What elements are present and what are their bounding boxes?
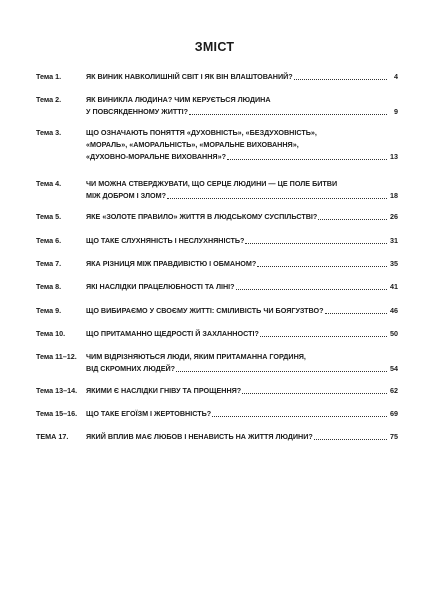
- page-number: 9: [394, 107, 398, 116]
- toc-entry-title: [86, 211, 398, 223]
- toc-entry-label: Тема 3.: [36, 128, 62, 137]
- dot-leader: [176, 371, 387, 372]
- toc-entry-line-text: ВІД СКРОМНИХ ЛЮДЕЙ?: [86, 364, 176, 373]
- toc-entry-label: Тема 15–16.: [36, 409, 78, 418]
- dot-leader: [212, 416, 387, 417]
- dot-leader: [318, 219, 387, 220]
- toc-entry-label: Тема 13–14.: [36, 386, 78, 395]
- dot-leader: [260, 336, 387, 337]
- dot-leader: [314, 439, 387, 440]
- toc-entry-label: Тема 5.: [36, 212, 62, 221]
- page-title: ЗМІСТ: [194, 40, 235, 54]
- toc-entry-label: Тема 2.: [36, 95, 62, 104]
- toc-entry-line-text: ЯКИЙ ВПЛИВ МАЄ ЛЮБОВ І НЕНАВИСТЬ НА ЖИТТЯ ЛЮДИНИ?: [86, 432, 313, 441]
- page-number: 46: [390, 306, 398, 315]
- toc-entry-title: [86, 328, 398, 340]
- page-number: 4: [394, 72, 398, 81]
- toc-entry-title: [86, 351, 398, 375]
- toc-entry-line-text: ЯКІ НАСЛІДКИ ПРАЦЕЛЮБНОСТІ ТА ЛІНІ?: [86, 282, 235, 291]
- toc-entry-line: [86, 351, 398, 363]
- toc-entry-label: Тема 4.: [36, 179, 62, 188]
- toc-entry-line: [86, 190, 398, 202]
- toc-entry-label: Тема 10.: [36, 329, 66, 338]
- toc-entry-title: [86, 281, 398, 293]
- dot-leader: [257, 266, 387, 267]
- toc-entry-line-text: ЩО ТАКЕ СЛУХНЯНІСТЬ І НЕСЛУХНЯНІСТЬ?: [86, 236, 245, 245]
- toc-entry-line: [86, 305, 398, 317]
- toc-entry-line: [86, 211, 398, 223]
- toc-entry-line-text: ЯК ВИНИКЛА ЛЮДИНА? ЧИМ КЕРУЄТЬСЯ ЛЮДИНА: [86, 95, 271, 104]
- dot-leader: [236, 289, 387, 290]
- toc-entry-title: [86, 178, 398, 202]
- page-number: 62: [390, 386, 398, 395]
- toc-entry-title: [86, 305, 398, 317]
- page-number: 50: [390, 329, 398, 338]
- toc-entry-title: [86, 408, 398, 420]
- toc-entry-title: [86, 385, 398, 397]
- dot-leader: [189, 114, 387, 115]
- toc-entry-line-text: МІЖ ДОБРОМ І ЗЛОМ?: [86, 191, 166, 200]
- page-number: 69: [390, 409, 398, 418]
- toc-entry-label: ТЕМА 17.: [36, 432, 69, 441]
- toc-entry-line-text: ЩО ВИБИРАЄМО У СВОЄМУ ЖИТТІ: СМІЛИВІСТЬ ЧИ БОЯГУЗТВО?: [86, 306, 324, 315]
- page-number: 35: [390, 259, 398, 268]
- toc-entry-line-text: ЯК ВИНИК НАВКОЛИШНІЙ СВІТ І ЯК ВІН ВЛАШТОВАНИЙ?: [86, 72, 293, 81]
- page-number: 54: [390, 364, 398, 373]
- toc-entry-line-text: ЧИ МОЖНА СТВЕРДЖУВАТИ, ЩО СЕРЦЕ ЛЮДИНИ — ЦЕ ПОЛЕ БИТВИ: [86, 179, 338, 188]
- toc-entry-line: [86, 363, 398, 375]
- toc-entry-line: [86, 431, 398, 443]
- dot-leader: [245, 243, 387, 244]
- toc-entry-title: [86, 71, 398, 83]
- toc-entry-line: [86, 258, 398, 270]
- page-number: 18: [390, 191, 398, 200]
- toc-entry-line-text: ЯКА РІЗНИЦЯ МІЖ ПРАВДИВІСТЮ І ОБМАНОМ?: [86, 259, 257, 268]
- toc-entry-label: Тема 8.: [36, 282, 62, 291]
- toc-entry-label: Тема 6.: [36, 236, 62, 245]
- dot-leader: [167, 198, 387, 199]
- toc-entry-line: [86, 127, 398, 139]
- dot-leader: [242, 393, 387, 394]
- dot-leader: [294, 79, 387, 80]
- toc-entry-line: [86, 71, 398, 83]
- dot-leader: [227, 159, 387, 160]
- toc-entry-line: [86, 139, 398, 151]
- toc-entry-line: [86, 281, 398, 293]
- page-number: 75: [390, 432, 398, 441]
- toc-entry-line: [86, 408, 398, 420]
- toc-entry-line-text: «МОРАЛЬ», «АМОРАЛЬНІСТЬ», «МОРАЛЬНЕ ВИХОВАННЯ»,: [86, 140, 299, 149]
- toc-entry-label: Тема 7.: [36, 259, 62, 268]
- page-number: 31: [390, 236, 398, 245]
- toc-entry-title: [86, 127, 398, 163]
- page-number: 41: [390, 282, 398, 291]
- toc-entry-line-text: ЩО ПРИТАМАННО ЩЕДРОСТІ Й ЗАХЛАННОСТІ?: [86, 329, 259, 338]
- toc-entry-line: [86, 94, 398, 106]
- toc-entry-line-text: ЧИМ ВІДРІЗНЯЮТЬСЯ ЛЮДИ, ЯКИМ ПРИТАМАННА ГОРДИНЯ,: [86, 352, 306, 361]
- toc-entry-title: [86, 235, 398, 247]
- page-number: 13: [390, 152, 398, 161]
- dot-leader: [325, 313, 387, 314]
- toc-entry-label: Тема 9.: [36, 306, 62, 315]
- toc-entry-line-text: ЯКЕ «ЗОЛОТЕ ПРАВИЛО» ЖИТТЯ В ЛЮДСЬКОМУ СУСПІЛЬСТВІ?: [86, 212, 318, 221]
- toc-entry-line-text: ЯКИМИ Є НАСЛІДКИ ГНІВУ ТА ПРОЩЕННЯ?: [86, 386, 242, 395]
- toc-entry-line: [86, 151, 398, 163]
- toc-entry-line: [86, 328, 398, 340]
- toc-entry-title: [86, 94, 398, 118]
- toc-entry-line-text: ЩО ОЗНАЧАЮТЬ ПОНЯТТЯ «ДУХОВНІСТЬ», «БЕЗДУХОВНІСТЬ»,: [86, 128, 317, 137]
- toc-entry-label: Тема 11–12.: [36, 352, 77, 361]
- toc-entry-line: [86, 235, 398, 247]
- toc-entry-title: [86, 431, 398, 443]
- toc-entry-line: [86, 106, 398, 118]
- toc-entry-label: Тема 1.: [36, 72, 62, 81]
- toc-entry-line-text: У ПОВСЯКДЕННОМУ ЖИТТІ?: [86, 107, 189, 116]
- toc-entry-line-text: «ДУХОВНО-МОРАЛЬНЕ ВИХОВАННЯ»?: [86, 152, 226, 161]
- toc-entry-line-text: ЩО ТАКЕ ЕГОЇЗМ І ЖЕРТОВНІСТЬ?: [86, 409, 212, 418]
- toc-entry-title: [86, 258, 398, 270]
- page-number: 26: [390, 212, 398, 221]
- toc-entry-line: [86, 178, 398, 190]
- toc-entry-line: [86, 385, 398, 397]
